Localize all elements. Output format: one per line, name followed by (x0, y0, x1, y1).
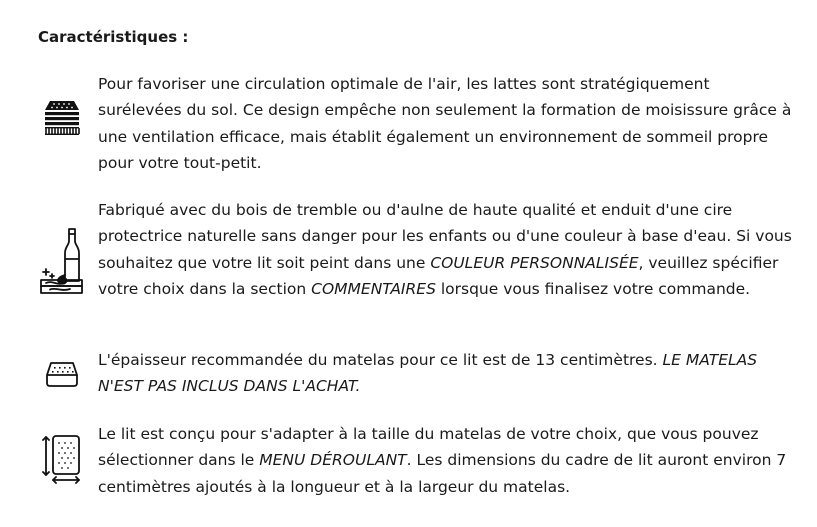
emphasis-dropdown-menu: MENU DÉROULANT (259, 451, 407, 470)
feature-text (98, 347, 798, 400)
wood-finish-bottle-icon (37, 225, 87, 297)
emphasis-comments: COMMENTAIRES (311, 279, 436, 298)
text-part: Le lit est conçu pour s'adapter à la taille du matelas de votre choix, que vous pouvez sélectionner dans le (98, 425, 759, 470)
text-part: . Les dimensions du cadre de lit auront environ 7 centimètres ajoutés à la longueur et à la largeur du matelas. (98, 451, 787, 496)
section-heading: Caractéristiques : (38, 28, 189, 46)
text-part: lorsque vous finalisez votre commande. (435, 279, 751, 298)
text-part: Fabriqué avec du bois de tremble ou d'aulne de haute qualité et enduit d'une cire protectrice naturelle sans danger pour les enfants ou d'une couleur à base d'eau. Si vous souhaitez que votre lit soit peint dans une (98, 201, 792, 272)
mattress-icon (37, 359, 87, 389)
text-part: , veuillez spécifier votre choix dans la section (98, 253, 779, 298)
mattress-dimensions-icon (37, 433, 87, 485)
feature-text (98, 197, 798, 302)
feature-text (98, 421, 798, 500)
raised-slats-icon (37, 97, 87, 137)
text-part: L'épaisseur recommandée du matelas pour ce lit est de 13 centimètres. (98, 351, 663, 369)
emphasis-mattress-not-included: LE MATELAS N'EST PAS INCLUS DANS L'ACHAT. (98, 351, 758, 396)
feature-text: Pour favoriser une circulation optimale de l'air, les lattes sont stratégiquement surélevées du sol. Ce design empêche non seulement la formation de moisissure grâce à une ventilation efficace, mais établit également un environnement de sommeil propre pour votre tout-petit. (98, 75, 792, 172)
emphasis-custom-color: COULEUR PERSONNALISÉE (430, 253, 639, 272)
